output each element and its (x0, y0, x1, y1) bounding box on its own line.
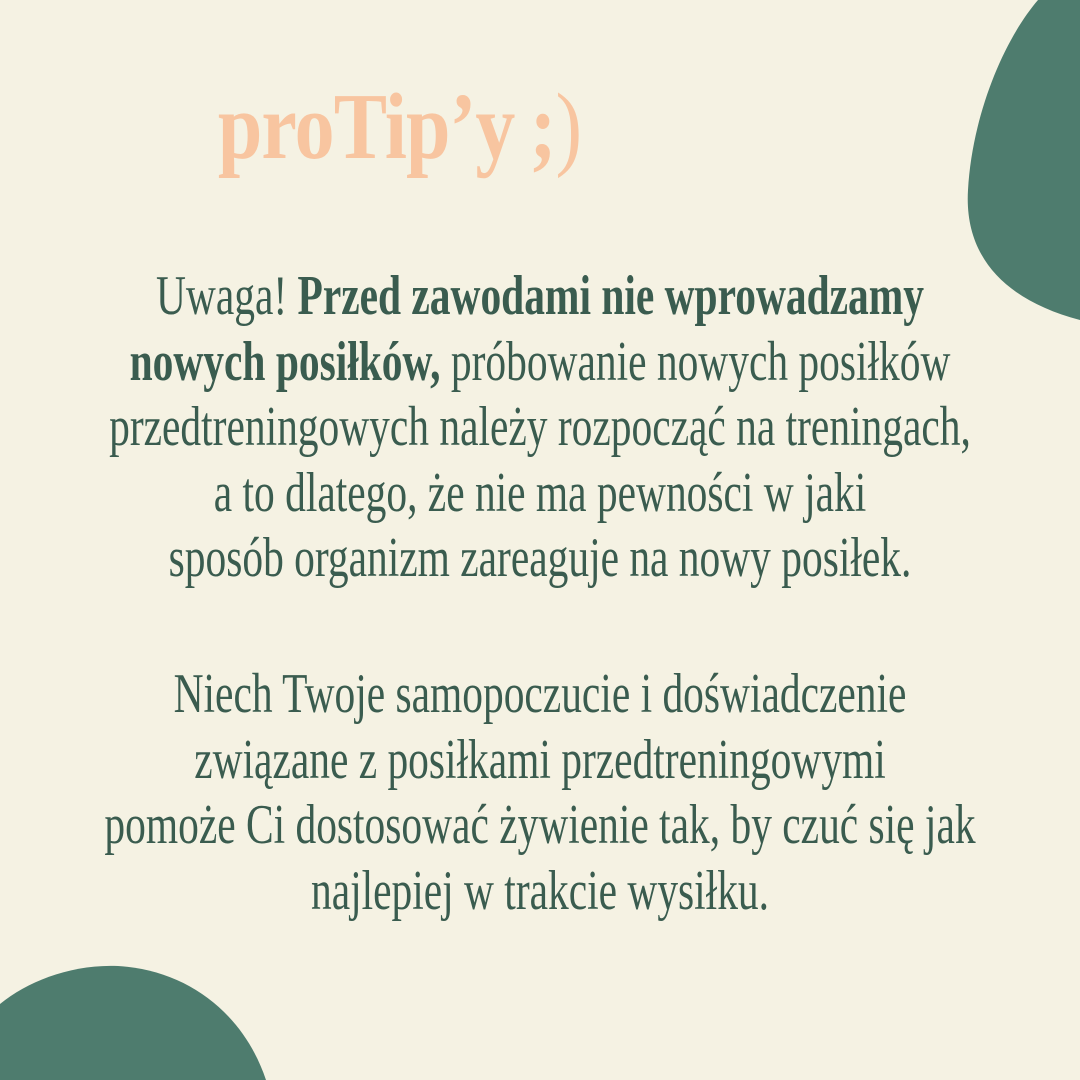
bottom-left-blob-shape (0, 966, 266, 1080)
wink-semicolon: ; (529, 75, 556, 179)
text-line (0, 264, 1080, 330)
text-segment: pomoże Ci dostosować żywienie tak, by czuć się jak (104, 794, 976, 856)
text-segment: sposób organizm zareaguje na nowy posiłek. (168, 527, 912, 589)
wink-paren-icon: ) (555, 75, 583, 179)
paragraph-advice (0, 662, 1080, 924)
text-segment: a to dlatego, że nie ma pewności w jaki (213, 461, 867, 524)
text-line (0, 662, 1080, 728)
text-line (0, 793, 1080, 859)
bold-text-segment: Przed zawodami nie wprowadzamy (297, 265, 925, 327)
text-line (0, 395, 1080, 461)
text-segment: związane z posiłkami przedtreningowymi (194, 728, 886, 791)
text-line (0, 728, 1080, 794)
text-segment: Niech Twoje samopoczucie i doświadczenie (173, 663, 907, 725)
text-line (0, 526, 1080, 592)
page-title-text: proTip’y (217, 75, 515, 179)
text-segment: próbowanie nowych posiłków (440, 330, 951, 393)
bold-text-segment: nowych posiłków, (129, 330, 441, 393)
text-segment: Uwaga! (155, 265, 298, 327)
paragraph-warning (0, 264, 1080, 592)
text-line (0, 330, 1080, 396)
text-line (0, 859, 1080, 925)
page-title (60, 72, 740, 182)
text-segment: przedtreningowych należy rozpocząć na treningach, (109, 396, 971, 458)
text-line (0, 461, 1080, 527)
text-segment: najlepiej w trakcie wysiłku. (310, 859, 770, 922)
